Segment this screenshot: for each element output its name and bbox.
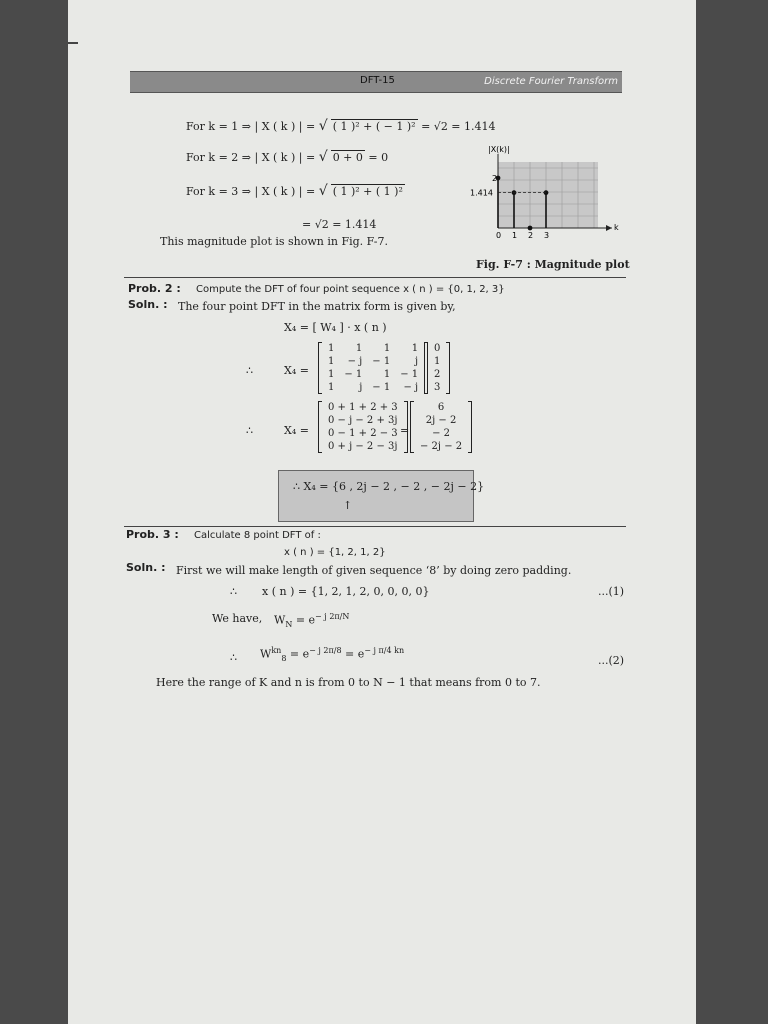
prob3-label: Prob. 3 : <box>126 528 179 541</box>
sum-cell: 0 − 1 + 2 − 3 <box>328 428 398 439</box>
y-tick-label: 1.414 <box>470 188 493 198</box>
prob2-question: Compute the DFT of four point sequence x ( n ) = {0, 1, 2, 3} <box>196 284 505 295</box>
x-tick-label: 0 <box>496 231 502 240</box>
sum-matrix <box>318 401 408 453</box>
mag-k1-line <box>186 120 496 133</box>
mag-k3-result: = √2 = 1.414 <box>302 218 377 231</box>
w-cell: − j <box>403 382 419 393</box>
section-divider <box>124 277 626 278</box>
mag-k1-right: = √2 = 1.414 <box>421 120 496 133</box>
w-cell: − j <box>347 356 363 367</box>
therefore-1: ∴ <box>246 364 253 377</box>
w8-exponent-2: − j π/4 kn <box>364 646 405 655</box>
twiddle-matrix <box>318 342 428 394</box>
magnitude-plot <box>468 145 619 250</box>
w8-base: W <box>260 647 272 661</box>
sqrt-k3 <box>319 185 405 198</box>
x-axis-label: k <box>614 223 619 232</box>
x-vector <box>424 342 450 394</box>
wn-symbol <box>274 612 349 629</box>
chapter-title: Discrete Fourier Transform <box>484 76 618 87</box>
mag-k1-root: ( 1 )² + ( − 1 )² <box>332 120 416 133</box>
sum-cell: 0 + j − 2 − 3j <box>328 441 398 452</box>
therefore-2: ∴ <box>246 424 253 437</box>
w-cell: 1 <box>328 356 335 367</box>
prob2-soln-text: The four point DFT in the matrix form is given by, <box>178 300 456 313</box>
figure-caption: Fig. F-7 : Magnitude plot <box>476 258 630 271</box>
sqrt-k1 <box>319 120 418 133</box>
mag-k1-left: For k = 1 ⇒ | X ( k ) | = <box>186 120 316 133</box>
x-axis-arrow <box>606 225 612 231</box>
wn-exponent: − j 2π/N <box>315 612 350 621</box>
w-cell: j <box>415 356 419 367</box>
prob3-sequence: x ( n ) = {1, 2, 1, 2} <box>284 547 386 558</box>
prob3-soln-text: First we will make length of given sequence ‘8’ by doing zero padding. <box>176 564 572 577</box>
w-cell: − 1 <box>372 356 391 367</box>
x-tick-label: 3 <box>544 231 550 240</box>
x-cell: 1 <box>434 356 441 367</box>
we-have-text: We have, <box>212 612 263 625</box>
magnitude-plot-svg <box>468 145 619 250</box>
prob3-question: Calculate 8 point DFT of : <box>194 530 321 541</box>
w-cell: − 1 <box>372 382 391 393</box>
w8-subscript: 8 <box>281 653 287 663</box>
w-cell: 1 <box>411 343 419 354</box>
w-cell: − 1 <box>344 369 363 380</box>
mag-k3-left: For k = 3 ⇒ | X ( k ) | = <box>186 185 316 198</box>
equals-sign: = <box>400 424 410 437</box>
stem-marker <box>528 226 533 231</box>
result-cell: − 2j − 2 <box>420 441 463 452</box>
therefore-4: ∴ <box>230 651 237 664</box>
prob2-soln-label: Soln. : <box>128 298 168 311</box>
page-edge-mark <box>68 42 78 44</box>
result-vector <box>410 401 472 453</box>
wn-rhs: = e <box>295 613 316 627</box>
wn-subscript: N <box>285 619 293 629</box>
w-cell: 1 <box>383 343 391 354</box>
sum-cell: 0 + 1 + 2 + 3 <box>328 402 398 413</box>
y-tick-label: 2 <box>492 174 498 183</box>
equation-number-2: ...(2) <box>598 654 625 667</box>
w-cell: 1 <box>383 369 391 380</box>
plot-background <box>498 162 598 228</box>
page-header-bar <box>130 71 622 93</box>
result-cell: 6 <box>437 402 445 413</box>
w8-mid: = e <box>345 647 365 661</box>
w-cell: 1 <box>328 382 335 393</box>
mag-k2-right: = 0 <box>368 151 389 164</box>
mag-k2-left: For k = 2 ⇒ | X ( k ) | = <box>186 151 316 164</box>
zero-index-arrow: ↑ <box>343 499 353 512</box>
w-cell: j <box>359 382 363 393</box>
mag-note: This magnitude plot is shown in Fig. F-7. <box>160 235 389 248</box>
w8-superscript: kn <box>271 646 282 655</box>
range-text: Here the range of K and n is from 0 to N − 1 that means from 0 to 7. <box>156 676 541 689</box>
x4-label-2: X₄ = <box>284 424 309 437</box>
section-divider-2 <box>124 526 626 527</box>
w-cell: 1 <box>328 369 335 380</box>
w-cell: 1 <box>355 343 363 354</box>
equation-number-1: ...(1) <box>598 585 625 598</box>
x-tick-label: 1 <box>512 231 518 240</box>
mag-k3-line <box>186 185 405 198</box>
mag-k2-root: 0 + 0 <box>332 151 363 164</box>
sum-cell: 0 − j − 2 + 3j <box>328 415 398 426</box>
padded-sequence: x ( n ) = {1, 2, 1, 2, 0, 0, 0, 0} <box>262 585 430 598</box>
prob2-label: Prob. 2 : <box>128 282 181 295</box>
prob3-soln-label: Soln. : <box>126 561 166 574</box>
x-cell: 2 <box>434 369 441 380</box>
x-tick-label: 2 <box>528 231 534 240</box>
prob2-eq1: X₄ = [ W₄ ] · x ( n ) <box>284 321 387 334</box>
w-cell: 1 <box>328 343 335 354</box>
w-cell: − 1 <box>400 369 419 380</box>
page-number: DFT-15 <box>360 75 395 86</box>
result-cell: 2j − 2 <box>425 415 457 426</box>
w8-exponent-1: − j 2π/8 <box>309 646 342 655</box>
result-cell: − 2 <box>432 428 451 439</box>
w8-rhs: = e <box>289 647 310 661</box>
mag-k2-line <box>186 151 388 164</box>
w8-expression <box>260 646 404 663</box>
x4-label-1: X₄ = <box>284 364 309 377</box>
sqrt-k2 <box>319 151 365 164</box>
boxed-result-text: ∴ X₄ = {6 , 2j − 2 , − 2 , − 2j − 2} <box>293 480 485 493</box>
mag-k3-root: ( 1 )² + ( 1 )² <box>332 185 403 198</box>
therefore-3: ∴ <box>230 585 237 598</box>
boxed-result <box>278 470 485 522</box>
wn-base: W <box>274 613 286 627</box>
x-cell: 3 <box>434 382 441 393</box>
x-cell: 0 <box>434 343 441 354</box>
y-axis-label: |X(k)| <box>488 145 510 154</box>
